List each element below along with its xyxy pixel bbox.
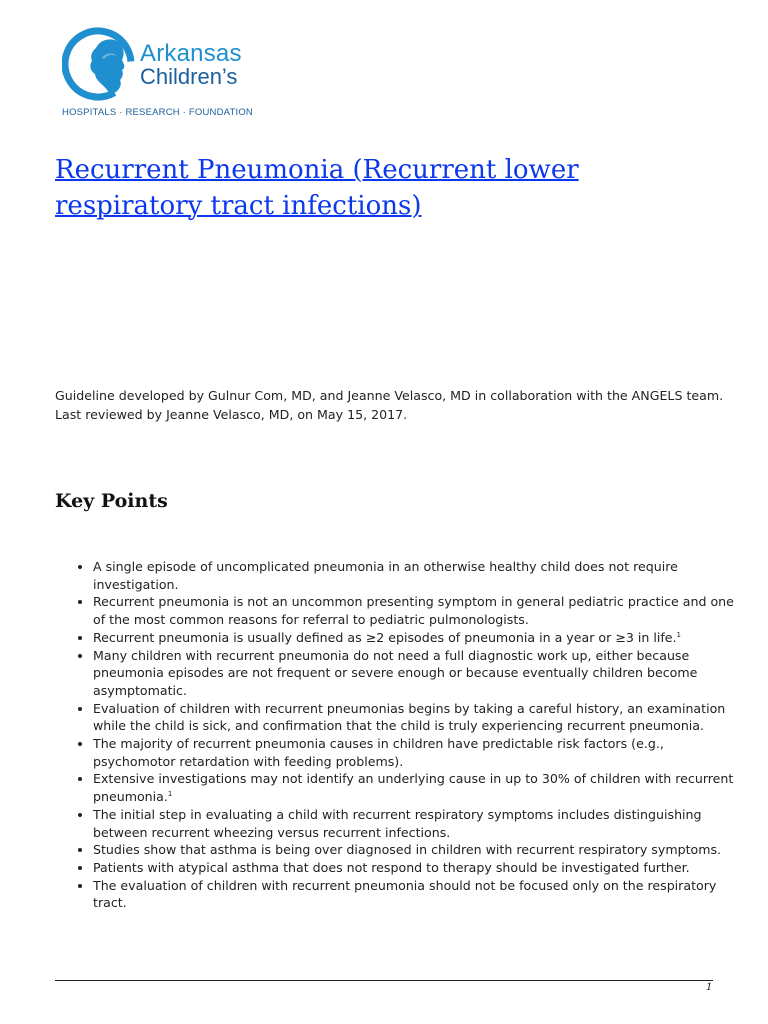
footnote-ref[interactable]: 1 — [167, 789, 173, 798]
list-item: • The majority of recurrent pneumonia causes in children have predictable risk factors (e.g., psychomotor retardation with feeding problems). — [93, 735, 743, 770]
list-item: • The initial step in evaluating a child with recurrent respiratory symptoms includes distinguishing between recurrent wheezing versus recurrent infections. — [93, 806, 743, 841]
logo-text-arkansas: Arkansas — [140, 40, 242, 67]
list-item: • Recurrent pneumonia is not an uncommon presenting symptom in general pediatric practice and one of the most common reasons for referral to pediatric pulmonologists. — [93, 593, 743, 628]
list-item: • Many children with recurrent pneumonia do not need a full diagnostic work up, either because pneumonia episodes are not frequent or severe enough or because eventually children become asymptomatic. — [93, 647, 743, 700]
arkansas-childrens-logo — [62, 24, 272, 120]
list-item: • The evaluation of children with recurrent pneumonia should not be focused only on the respiratory tract. — [93, 877, 743, 912]
list-item: • Patients with atypical asthma that does not respond to therapy should be investigated further. — [93, 859, 743, 877]
list-item: • A single episode of uncomplicated pneumonia in an otherwise healthy child does not require investigation. — [93, 558, 743, 593]
list-item: • Extensive investigations may not identify an underlying cause in up to 30% of children with recurrent pneumonia.$^1$ — [93, 770, 743, 805]
document-title — [55, 152, 695, 224]
guideline-credit: Guideline developed by Gulnur Com, MD, and Jeanne Velasco, MD in collaboration with the ANGELS team. Last reviewed by Jeanne Velasco, MD, on May 15, 2017. — [55, 388, 724, 422]
list-item: • Evaluation of children with recurrent pneumonias begins by taking a careful history, an examination while the child is sick, and confirmation that the child is truly experiencing recurrent pneumonia. — [93, 700, 743, 735]
logo-text-childrens: Children’s — [140, 64, 238, 89]
key-points-heading: Key Points — [55, 490, 168, 512]
logo-tagline: HOSPITALS · RESEARCH · FOUNDATION — [62, 107, 253, 118]
list-item: • Recurrent pneumonia is usually defined as ≥2 episodes of pneumonia in a year or ≥3 in life.$^1$ — [93, 629, 743, 647]
page-number: 1 — [706, 982, 713, 993]
document-title-link[interactable]: Recurrent Pneumonia (Recurrent lower respiratory tract infections) — [55, 155, 579, 221]
child-profile-logo-icon — [62, 24, 138, 106]
list-item: • Studies show that asthma is being over diagnosed in children with recurrent respiratory symptoms. — [93, 841, 743, 859]
footnote-ref[interactable]: 1 — [676, 630, 681, 639]
key-points-list — [75, 558, 743, 912]
footer-divider — [55, 980, 713, 981]
